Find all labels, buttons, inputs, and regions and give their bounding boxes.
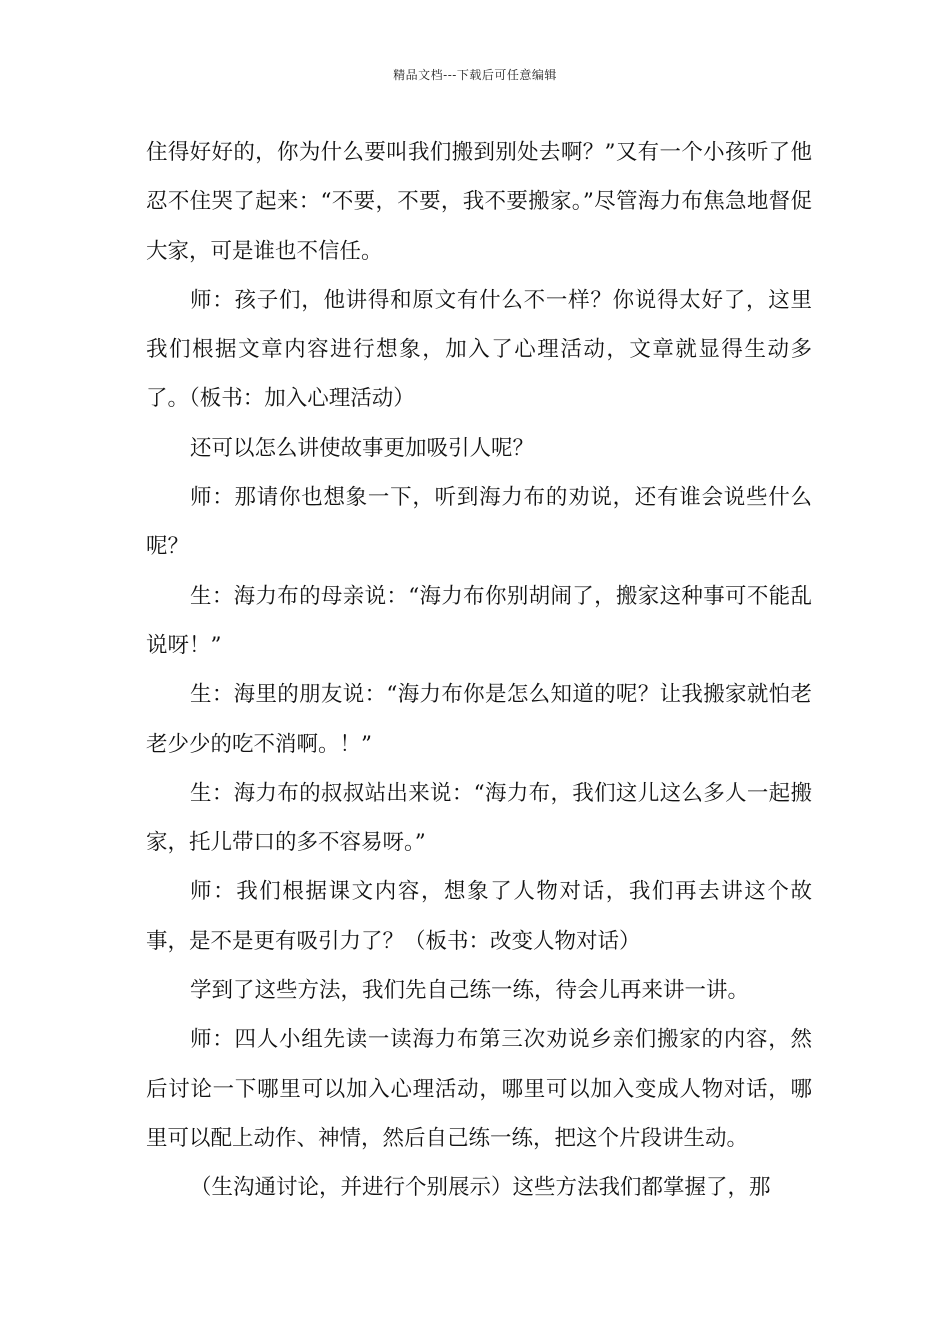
paragraph: 师：那请你也想象一下，听到海力布的劝说，还有谁会说些什么呢？ xyxy=(146,485,812,560)
paragraph: 生：海力布的母亲说：“海力布你别胡闹了，搬家这种事可不能乱说呀！” xyxy=(146,583,812,658)
paragraph: 生：海里的朋友说：“海力布你是怎么知道的呢？让我搬家就怕老老少少的吃不消啊。！” xyxy=(146,682,812,757)
paragraph: 生：海力布的叔叔站出来说：“海力布，我们这儿这么多人一起搬家，托儿带口的多不容易呀。” xyxy=(146,780,812,856)
paragraph: （生沟通讨论，并进行个别展示）这些方法我们都掌握了，那 xyxy=(190,1175,771,1201)
document-body xyxy=(146,128,812,1213)
paragraph: 师：四人小组先读一读海力布第三次劝说乡亲们搬家的内容，然后讨论一下哪里可以加入心理活动，哪里可以加入变成人物对话，哪里可以配上动作、神情，然后自己练一练，把这个片段讲生动。 xyxy=(146,1027,812,1151)
paragraph: 师：孩子们，他讲得和原文有什么不一样？你说得太好了，这里我们根据文章内容进行想象，加入了心理活动，文章就显得生动多了。（板书：加入心理活动） xyxy=(146,287,812,412)
paragraph: 学到了这些方法，我们先自己练一练，待会儿再来讲一讲。 xyxy=(190,978,750,1004)
page-header: 精品文档---下载后可任意编辑 xyxy=(393,68,557,82)
paragraph: 师：我们根据课文内容，想象了人物对话，我们再去讲这个故事，是不是更有吸引力了？（板书：改变人物对话） xyxy=(146,879,812,954)
paragraph: 住得好好的，你为什么要叫我们搬到别处去啊？”又有一个小孩听了他忍不住哭了起来：“不要，不要，我不要搬家。”尽管海力布焦急地督促大家，可是谁也不信任。 xyxy=(146,140,812,264)
paragraph: 还可以怎么讲使故事更加吸引人呢？ xyxy=(190,435,535,461)
